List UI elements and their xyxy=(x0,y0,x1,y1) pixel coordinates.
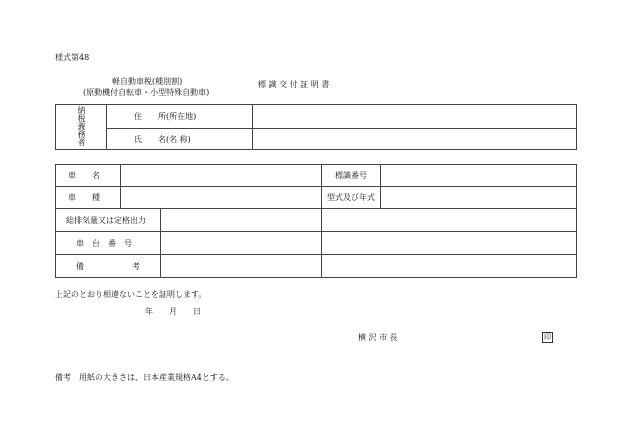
name-label: 氏 名(名 称) xyxy=(134,134,191,144)
taxpayer-label: 納税義務者 xyxy=(77,106,86,146)
displacement-field[interactable] xyxy=(161,209,321,231)
taxpayer-table xyxy=(55,104,577,150)
chassis-row xyxy=(56,232,322,255)
certificate-title: 標 識 交 付 証 明 書 xyxy=(258,80,330,89)
taxpayer-label-cell xyxy=(56,105,107,150)
plate-label: 標識番号 xyxy=(335,171,367,180)
seal-mark: 印 xyxy=(544,333,551,341)
displacement-label: 総排気量又は定格出力 xyxy=(66,215,146,225)
certification-statement: 上記のとおり相違ないことを証明します。 xyxy=(55,290,207,299)
plate-field[interactable] xyxy=(381,165,577,187)
vehicle-name-label-cell xyxy=(56,165,121,187)
vehicle-type-field[interactable] xyxy=(121,187,322,209)
vehicle-name-label: 車 名 xyxy=(68,171,100,180)
footnote: 備考 用紙の大きさは、日本産業規格A4とする。 xyxy=(55,373,234,382)
issuer-name: 横 沢 市 長 xyxy=(358,333,398,342)
vehicle-name-field[interactable] xyxy=(121,165,322,187)
name-label-cell xyxy=(107,129,253,150)
address-label-cell xyxy=(107,105,253,129)
model-year-label-cell xyxy=(322,187,381,209)
chassis-field[interactable] xyxy=(161,232,321,254)
displacement-field-ext[interactable] xyxy=(322,209,577,232)
remarks-field-ext[interactable] xyxy=(322,255,577,278)
chassis-label: 車 台 番 号 xyxy=(76,238,132,248)
remarks-label: 備 考 xyxy=(76,261,140,271)
chassis-field-ext[interactable] xyxy=(322,232,577,255)
vehicle-type-label: 車 種 xyxy=(68,193,100,202)
displacement-row xyxy=(56,209,322,232)
form-number: 様式第48 xyxy=(55,53,90,62)
remarks-field[interactable] xyxy=(161,255,321,277)
remarks-row xyxy=(56,255,322,278)
remarks-label-cell xyxy=(56,255,161,277)
tax-title-line1: 軽自動車税(種別割) xyxy=(112,77,183,86)
certification-date: 年 月 日 xyxy=(145,307,201,316)
chassis-label-cell xyxy=(56,232,161,254)
tax-title-line2: (原動機付自転車・小型特殊自動車) xyxy=(83,88,210,97)
model-year-label: 型式及び年式 xyxy=(327,193,375,202)
address-field[interactable] xyxy=(253,105,577,129)
plate-label-cell xyxy=(322,165,381,187)
vehicle-type-label-cell xyxy=(56,187,121,209)
displacement-label-cell xyxy=(56,209,161,231)
name-field[interactable] xyxy=(253,129,577,150)
model-year-field[interactable] xyxy=(381,187,577,209)
vehicle-table xyxy=(55,164,577,278)
address-label: 住 所(所在地) xyxy=(134,112,197,121)
